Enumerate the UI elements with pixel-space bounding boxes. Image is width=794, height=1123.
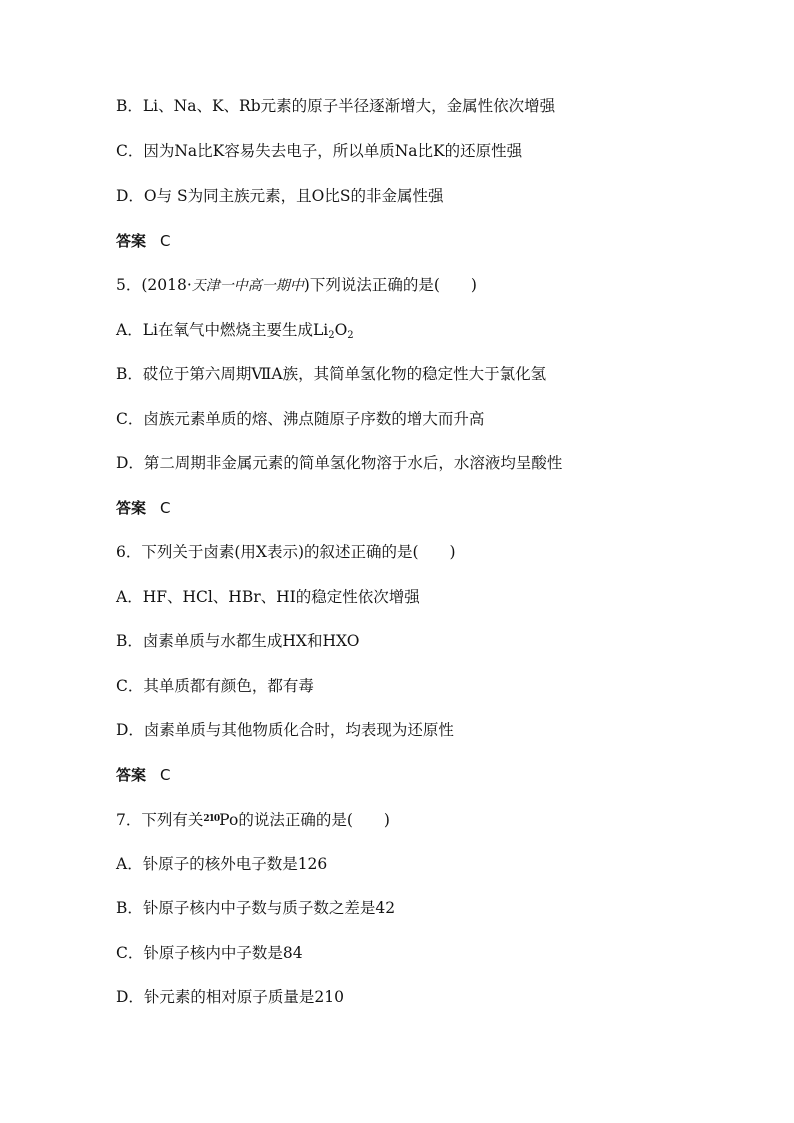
q6-option-a: A．HF、HCl、HBr、HI的稳定性依次增强 <box>116 588 420 606</box>
answer-label: 答案 <box>116 232 147 250</box>
q4-answer <box>116 230 171 252</box>
q7-stem-post: 的说法正确的是( ) <box>238 811 390 829</box>
q6-option-c: C．其单质都有颜色，都有毒 <box>116 677 314 695</box>
subscript: 2 <box>347 330 354 341</box>
q6-stem: 6．下列关于卤素(用X表示)的叙述正确的是( ) <box>116 543 456 561</box>
answer-label: 答案 <box>116 499 147 517</box>
q4-option-c: C．因为Na比K容易失去电子，所以单质Na比K的还原性强 <box>116 142 523 160</box>
q6-answer <box>116 764 171 786</box>
nuclide-symbol: Po <box>219 811 239 829</box>
q5-option-a-text: A．Li在氧气中燃烧主要生成Li <box>116 321 329 339</box>
q5-source: 天津一中高一期中 <box>191 278 304 294</box>
q5-option-a <box>116 319 354 347</box>
answer-value: C <box>160 499 171 517</box>
answer-value: C <box>160 766 171 784</box>
q5-option-a-text-mid: O <box>334 321 348 339</box>
q7-stem-pre: 7．下列有关 <box>116 811 204 829</box>
q7-option-c: C．钋原子核内中子数是84 <box>116 944 303 962</box>
q7-stem <box>116 808 390 831</box>
q5-answer <box>116 497 171 519</box>
q5-prefix: 5．(2018· <box>116 276 192 294</box>
answer-value: C <box>160 232 171 250</box>
q6-option-b: B．卤素单质与水都生成HX和HXO <box>116 632 360 650</box>
q6-option-d: D．卤素单质与其他物质化合时，均表现为还原性 <box>116 721 454 739</box>
answer-label: 答案 <box>116 766 147 784</box>
q7-option-a: A．钋原子的核外电子数是126 <box>116 855 328 873</box>
q5-option-d: D．第二周期非金属元素的简单氢化物溶于水后，水溶液均呈酸性 <box>116 454 563 472</box>
nuclide-mass-number: 210 <box>203 814 220 824</box>
q5-suffix: )下列说法正确的是( ) <box>303 276 477 294</box>
q7-option-d: D．钋元素的相对原子质量是210 <box>116 988 345 1006</box>
q7-option-b: B．钋原子核内中子数与质子数之差是42 <box>116 899 396 917</box>
q5-option-b: B．砹位于第六周期ⅦA族，其简单氢化物的稳定性大于氯化氢 <box>116 365 547 383</box>
q5-stem <box>116 274 477 297</box>
q4-option-b: B．Li、Na、K、Rb元素的原子半径逐渐增大，金属性依次增强 <box>116 97 556 115</box>
q5-option-c: C．卤族元素单质的熔、沸点随原子序数的增大而升高 <box>116 410 485 428</box>
subscript: 2 <box>328 330 335 341</box>
q4-option-d: D．O与 S为同主族元素，且O比S的非金属性强 <box>116 187 444 205</box>
